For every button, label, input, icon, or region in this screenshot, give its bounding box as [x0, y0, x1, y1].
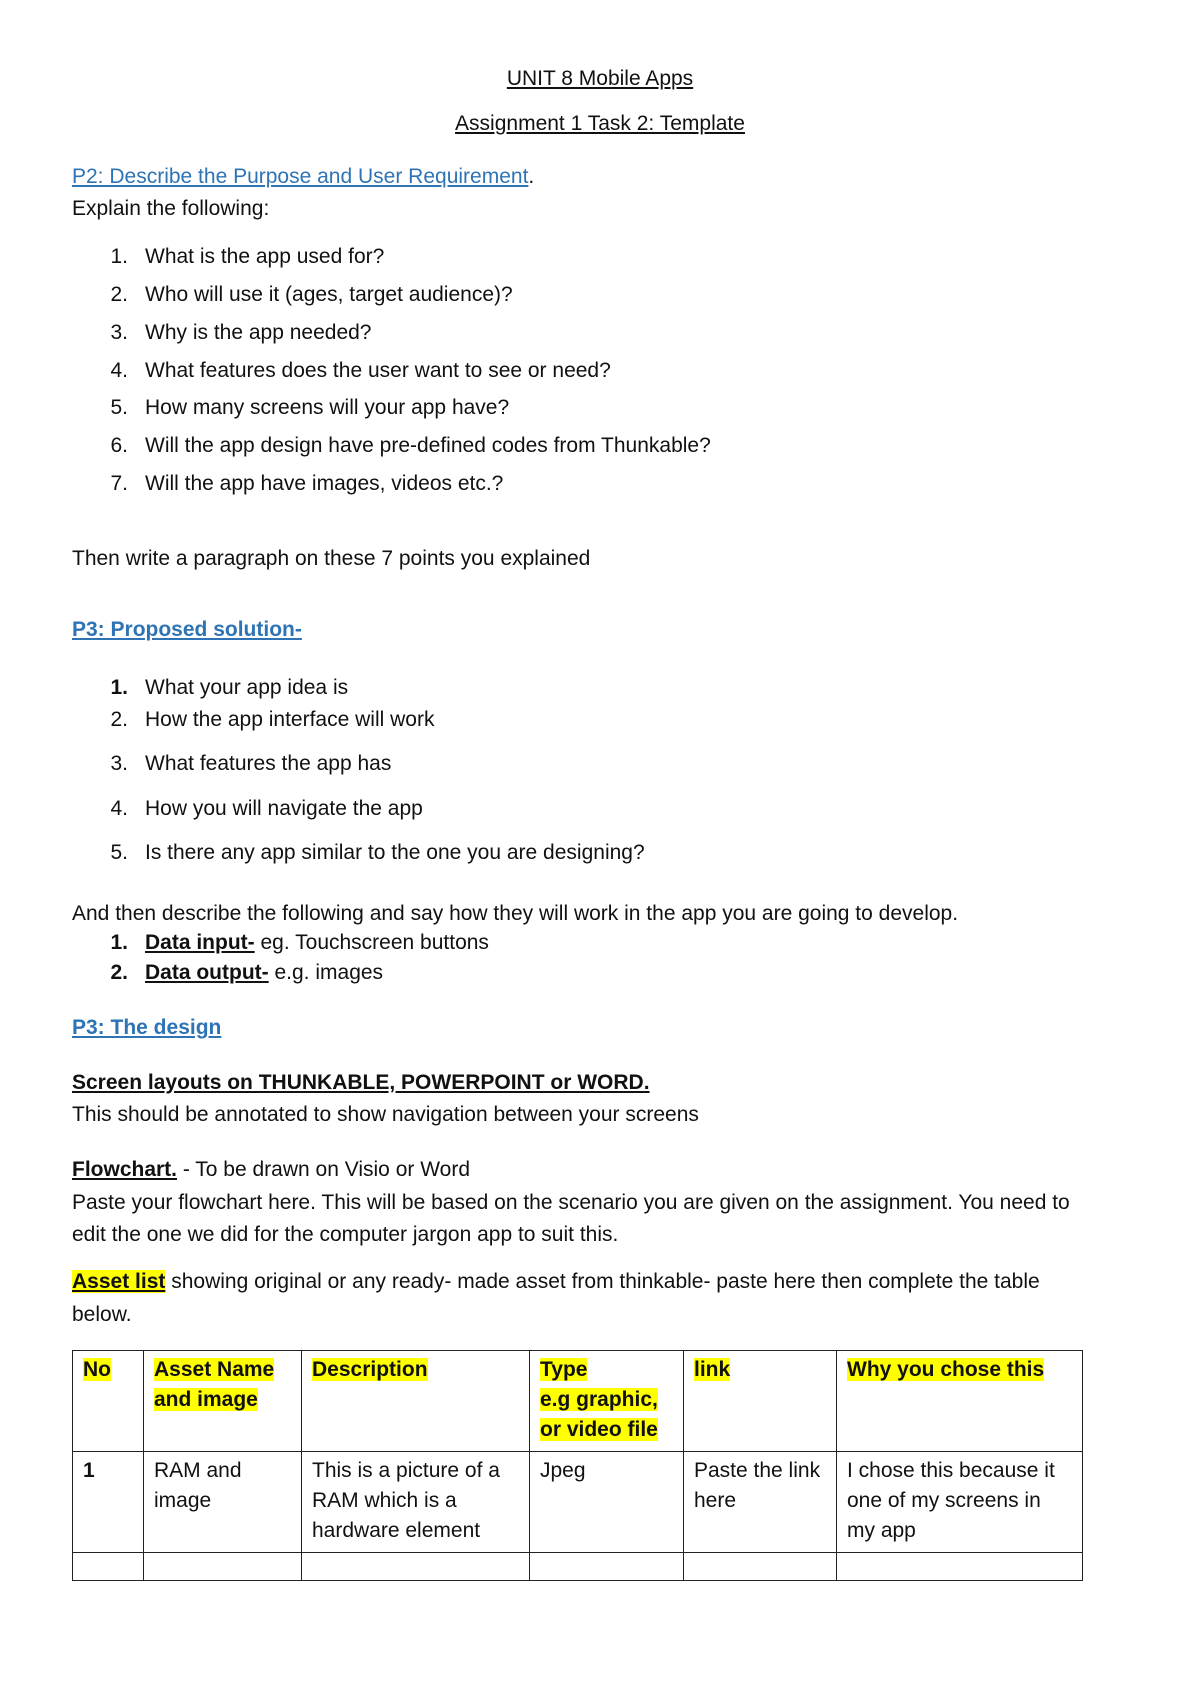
flowchart-suffix: - To be drawn on Visio or Word	[177, 1158, 471, 1181]
p2-item-text: What features does the user want to see or need?	[145, 359, 611, 382]
flowchart-line	[72, 1155, 470, 1185]
table-header-cell	[73, 1351, 144, 1452]
p2-heading-dot: .	[528, 165, 535, 188]
header-link: link	[694, 1358, 731, 1381]
data-output-text: e.g. images	[268, 961, 384, 984]
data-output-label: Data output-	[145, 961, 269, 984]
data-item-number: 1.	[110, 931, 128, 954]
p2-item-number: 7.	[110, 472, 128, 495]
table-cell-type: Jpeg	[530, 1452, 684, 1553]
screen-layouts-heading: Screen layouts on THUNKABLE, POWERPOINT or WORD.	[72, 1071, 650, 1094]
table-header-row	[73, 1351, 1083, 1452]
table-cell-empty[interactable]	[837, 1553, 1083, 1581]
asset-table	[72, 1350, 1083, 1581]
p2-paragraph-instruction: Then write a paragraph on these 7 points you explained	[72, 547, 591, 570]
header-type-line: e.g graphic,	[540, 1388, 658, 1411]
table-cell-empty[interactable]	[144, 1553, 302, 1581]
asset-list-label: Asset list	[72, 1270, 166, 1293]
document-title: UNIT 8 Mobile Apps	[506, 67, 694, 90]
p2-item-number: 6.	[110, 434, 128, 457]
table-header-cell	[302, 1351, 530, 1452]
p2-item-text: Will the app design have pre-defined codes from Thunkable?	[145, 434, 711, 457]
p3-item-text: What your app idea is	[145, 676, 349, 699]
p3-item-number: 4.	[110, 797, 128, 820]
asset-list-line	[72, 1267, 1040, 1297]
p3-item-number: 5.	[110, 841, 128, 864]
p3-item-number: 1.	[110, 676, 128, 699]
table-cell-empty[interactable]	[302, 1553, 530, 1581]
header-type-line: Type	[540, 1358, 588, 1381]
table-row	[73, 1553, 1083, 1581]
table-header-cell	[144, 1351, 302, 1452]
p2-item-text: Why is the app needed?	[145, 321, 372, 344]
data-input-label: Data input-	[145, 931, 255, 954]
p3-design-heading: P3: The design	[72, 1016, 222, 1039]
table-cell-no: 1	[73, 1452, 144, 1553]
p2-item-number: 5.	[110, 396, 128, 419]
header-asset-name-line: and image	[154, 1388, 258, 1411]
table-cell-why: I chose this because it one of my screens in my app	[837, 1452, 1083, 1553]
asset-list-text: showing original or any ready- made asset from thinkable- paste here then complete the table	[165, 1270, 1040, 1293]
p3-item-number: 3.	[110, 752, 128, 775]
header-no: No	[83, 1358, 111, 1381]
flowchart-instruction-2: edit the one we did for the computer jargon app to suit this.	[72, 1223, 619, 1246]
asset-list-text-2: below.	[72, 1303, 132, 1326]
p2-heading-line	[72, 162, 534, 192]
header-description: Description	[312, 1358, 428, 1381]
p3-item-text: What features the app has	[145, 752, 392, 775]
p2-item-number: 1.	[110, 245, 128, 268]
p2-item-text: Will the app have images, videos etc.?	[145, 472, 504, 495]
p2-item-text: Who will use it (ages, target audience)?	[145, 283, 513, 306]
p2-intro: Explain the following:	[72, 197, 270, 220]
p2-item-number: 4.	[110, 359, 128, 382]
table-cell-link: Paste the link here	[684, 1452, 837, 1553]
table-cell-empty[interactable]	[684, 1553, 837, 1581]
p3-item-text: How the app interface will work	[145, 708, 435, 731]
table-header-cell	[530, 1351, 684, 1452]
flowchart-label: Flowchart.	[72, 1158, 178, 1181]
table-header-cell	[837, 1351, 1083, 1452]
p3-solution-heading: P3: Proposed solution-	[72, 618, 302, 641]
data-describe-instruction: And then describe the following and say how they will work in the app you are going to develop.	[72, 902, 959, 925]
p2-item-text: How many screens will your app have?	[145, 396, 510, 419]
table-header-cell	[684, 1351, 837, 1452]
table-cell-empty[interactable]	[73, 1553, 144, 1581]
p3-item-text: How you will navigate the app	[145, 797, 423, 820]
flowchart-instruction-1: Paste your flowchart here. This will be based on the scenario you are given on the assignment. You need to	[72, 1191, 1070, 1214]
document-subtitle: Assignment 1 Task 2: Template	[455, 112, 745, 135]
p3-item-number: 2.	[110, 708, 128, 731]
p3-item-text: Is there any app similar to the one you are designing?	[145, 841, 645, 864]
data-input-line	[145, 928, 489, 958]
data-item-number: 2.	[110, 961, 128, 984]
screen-layouts-text: This should be annotated to show navigation between your screens	[72, 1103, 699, 1126]
table-cell-asset-name: RAM and image	[144, 1452, 302, 1553]
p2-item-text: What is the app used for?	[145, 245, 385, 268]
header-why: Why you chose this	[847, 1358, 1045, 1381]
p2-item-number: 2.	[110, 283, 128, 306]
p2-heading: P2: Describe the Purpose and User Requirement	[72, 165, 529, 188]
table-row	[73, 1452, 1083, 1553]
p2-item-number: 3.	[110, 321, 128, 344]
data-input-text: eg. Touchscreen buttons	[254, 931, 489, 954]
data-output-line	[145, 958, 383, 988]
header-asset-name-line: Asset Name	[154, 1358, 275, 1381]
table-cell-description: This is a picture of a RAM which is a hardware element	[302, 1452, 530, 1553]
table-cell-empty[interactable]	[530, 1553, 684, 1581]
header-type-line: or video file	[540, 1418, 658, 1441]
